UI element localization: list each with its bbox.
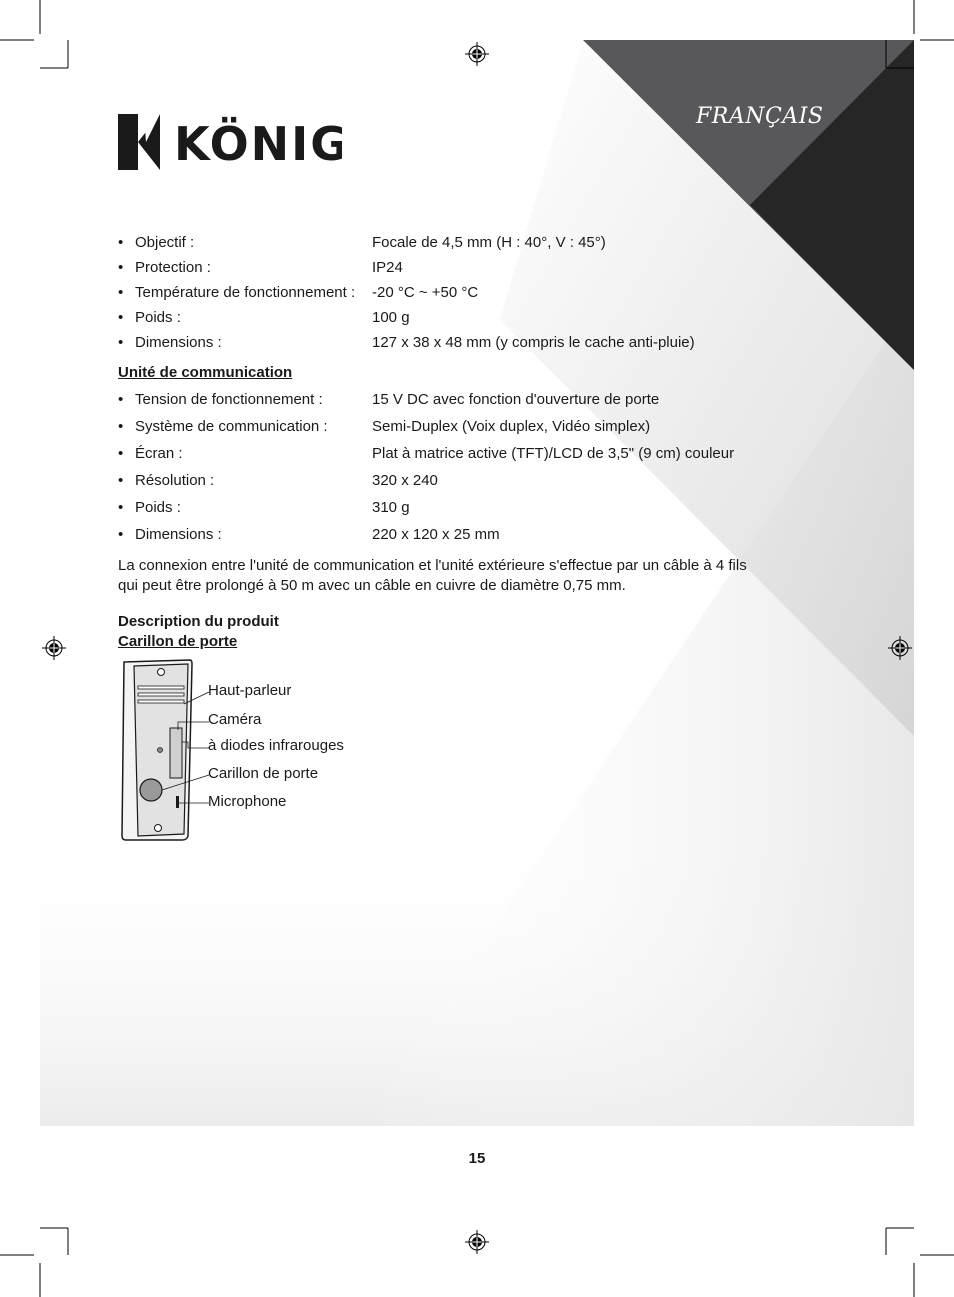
spec-row: • Objectif : Focale de 4,5 mm (H : 40°, V : 45°): [118, 230, 778, 255]
door-station-diagram: [118, 658, 213, 844]
spec-value: Focale de 4,5 mm (H : 40°, V : 45°): [372, 234, 606, 251]
spec-row: • Dimensions : 127 x 38 x 48 mm (y compris le cache anti-pluie): [118, 330, 778, 355]
spec-value: Semi-Duplex (Voix duplex, Vidéo simplex): [372, 418, 651, 435]
spec-label: Température de fonctionnement :: [135, 284, 356, 301]
spec-label: Poids :: [135, 499, 181, 516]
svg-text:KÖNIG: KÖNIG: [174, 117, 342, 171]
spec-label: Système de communication :: [135, 418, 328, 435]
communication-spec-list: [118, 386, 778, 548]
spec-label: Poids :: [135, 309, 181, 326]
spec-label: Écran :: [135, 445, 183, 462]
spec-row: • Poids : 310 g: [118, 494, 778, 521]
language-label: FRANÇAIS: [696, 104, 824, 129]
product-description-heading: Description du produit: [118, 613, 279, 630]
spec-value: 320 x 240: [372, 472, 438, 489]
spec-row: • Système de communication : Semi-Duplex (Voix duplex, Vidéo simplex): [118, 413, 778, 440]
spec-label: Tension de fonctionnement :: [135, 391, 323, 408]
spec-value: Plat à matrice active (TFT)/LCD de 3,5" (9 cm) couleur: [372, 445, 735, 462]
communication-unit-heading: Unité de communication: [118, 364, 293, 381]
spec-value: 100 g: [372, 309, 410, 326]
spec-value: IP24: [372, 259, 403, 276]
spec-label: Dimensions :: [135, 334, 222, 351]
spec-value: 15 V DC avec fonction d'ouverture de porte: [372, 391, 660, 408]
spec-row: • Poids : 100 g: [118, 305, 778, 330]
lens-spec-list: [118, 230, 778, 355]
callout-camera: Caméra: [208, 711, 262, 728]
callout-speaker: Haut-parleur: [208, 682, 292, 699]
spec-value: 127 x 38 x 48 mm (y compris le cache anti-pluie): [372, 334, 695, 351]
spec-row: • Résolution : 320 x 240: [118, 467, 778, 494]
connection-paragraph: La connexion entre l'unité de communication et l'unité extérieure s'effectue par un câble à 4 fils qui peut être prolongé à 50 m avec un câble en cuivre de diamètre 0,75 mm.: [118, 557, 747, 594]
spec-row: • Dimensions : 220 x 120 x 25 mm: [118, 521, 778, 548]
callout-infrared-leds: à diodes infrarouges: [208, 737, 344, 754]
spec-value: 310 g: [372, 499, 410, 516]
page-number: 15: [468, 1150, 486, 1167]
spec-row: • Tension de fonctionnement : 15 V DC avec fonction d'ouverture de porte: [118, 386, 778, 413]
spec-label: Objectif :: [135, 234, 195, 251]
spec-label: Protection :: [135, 259, 211, 276]
konig-logo: [118, 112, 342, 177]
spec-row: • Protection : IP24: [118, 255, 778, 280]
callout-microphone: Microphone: [208, 793, 287, 810]
callout-door-chime: Carillon de porte: [208, 765, 319, 782]
door-chime-subheading: Carillon de porte: [118, 633, 238, 650]
spec-label: Résolution :: [135, 472, 215, 489]
spec-value: -20 °C ~ +50 °C: [372, 284, 479, 301]
spec-row: • Écran : Plat à matrice active (TFT)/LCD de 3,5" (9 cm) couleur: [118, 440, 778, 467]
spec-label: Dimensions :: [135, 526, 222, 543]
spec-value: 220 x 120 x 25 mm: [372, 526, 500, 543]
spec-row: • Température de fonctionnement : -20 °C ~ +50 °C: [118, 280, 778, 305]
